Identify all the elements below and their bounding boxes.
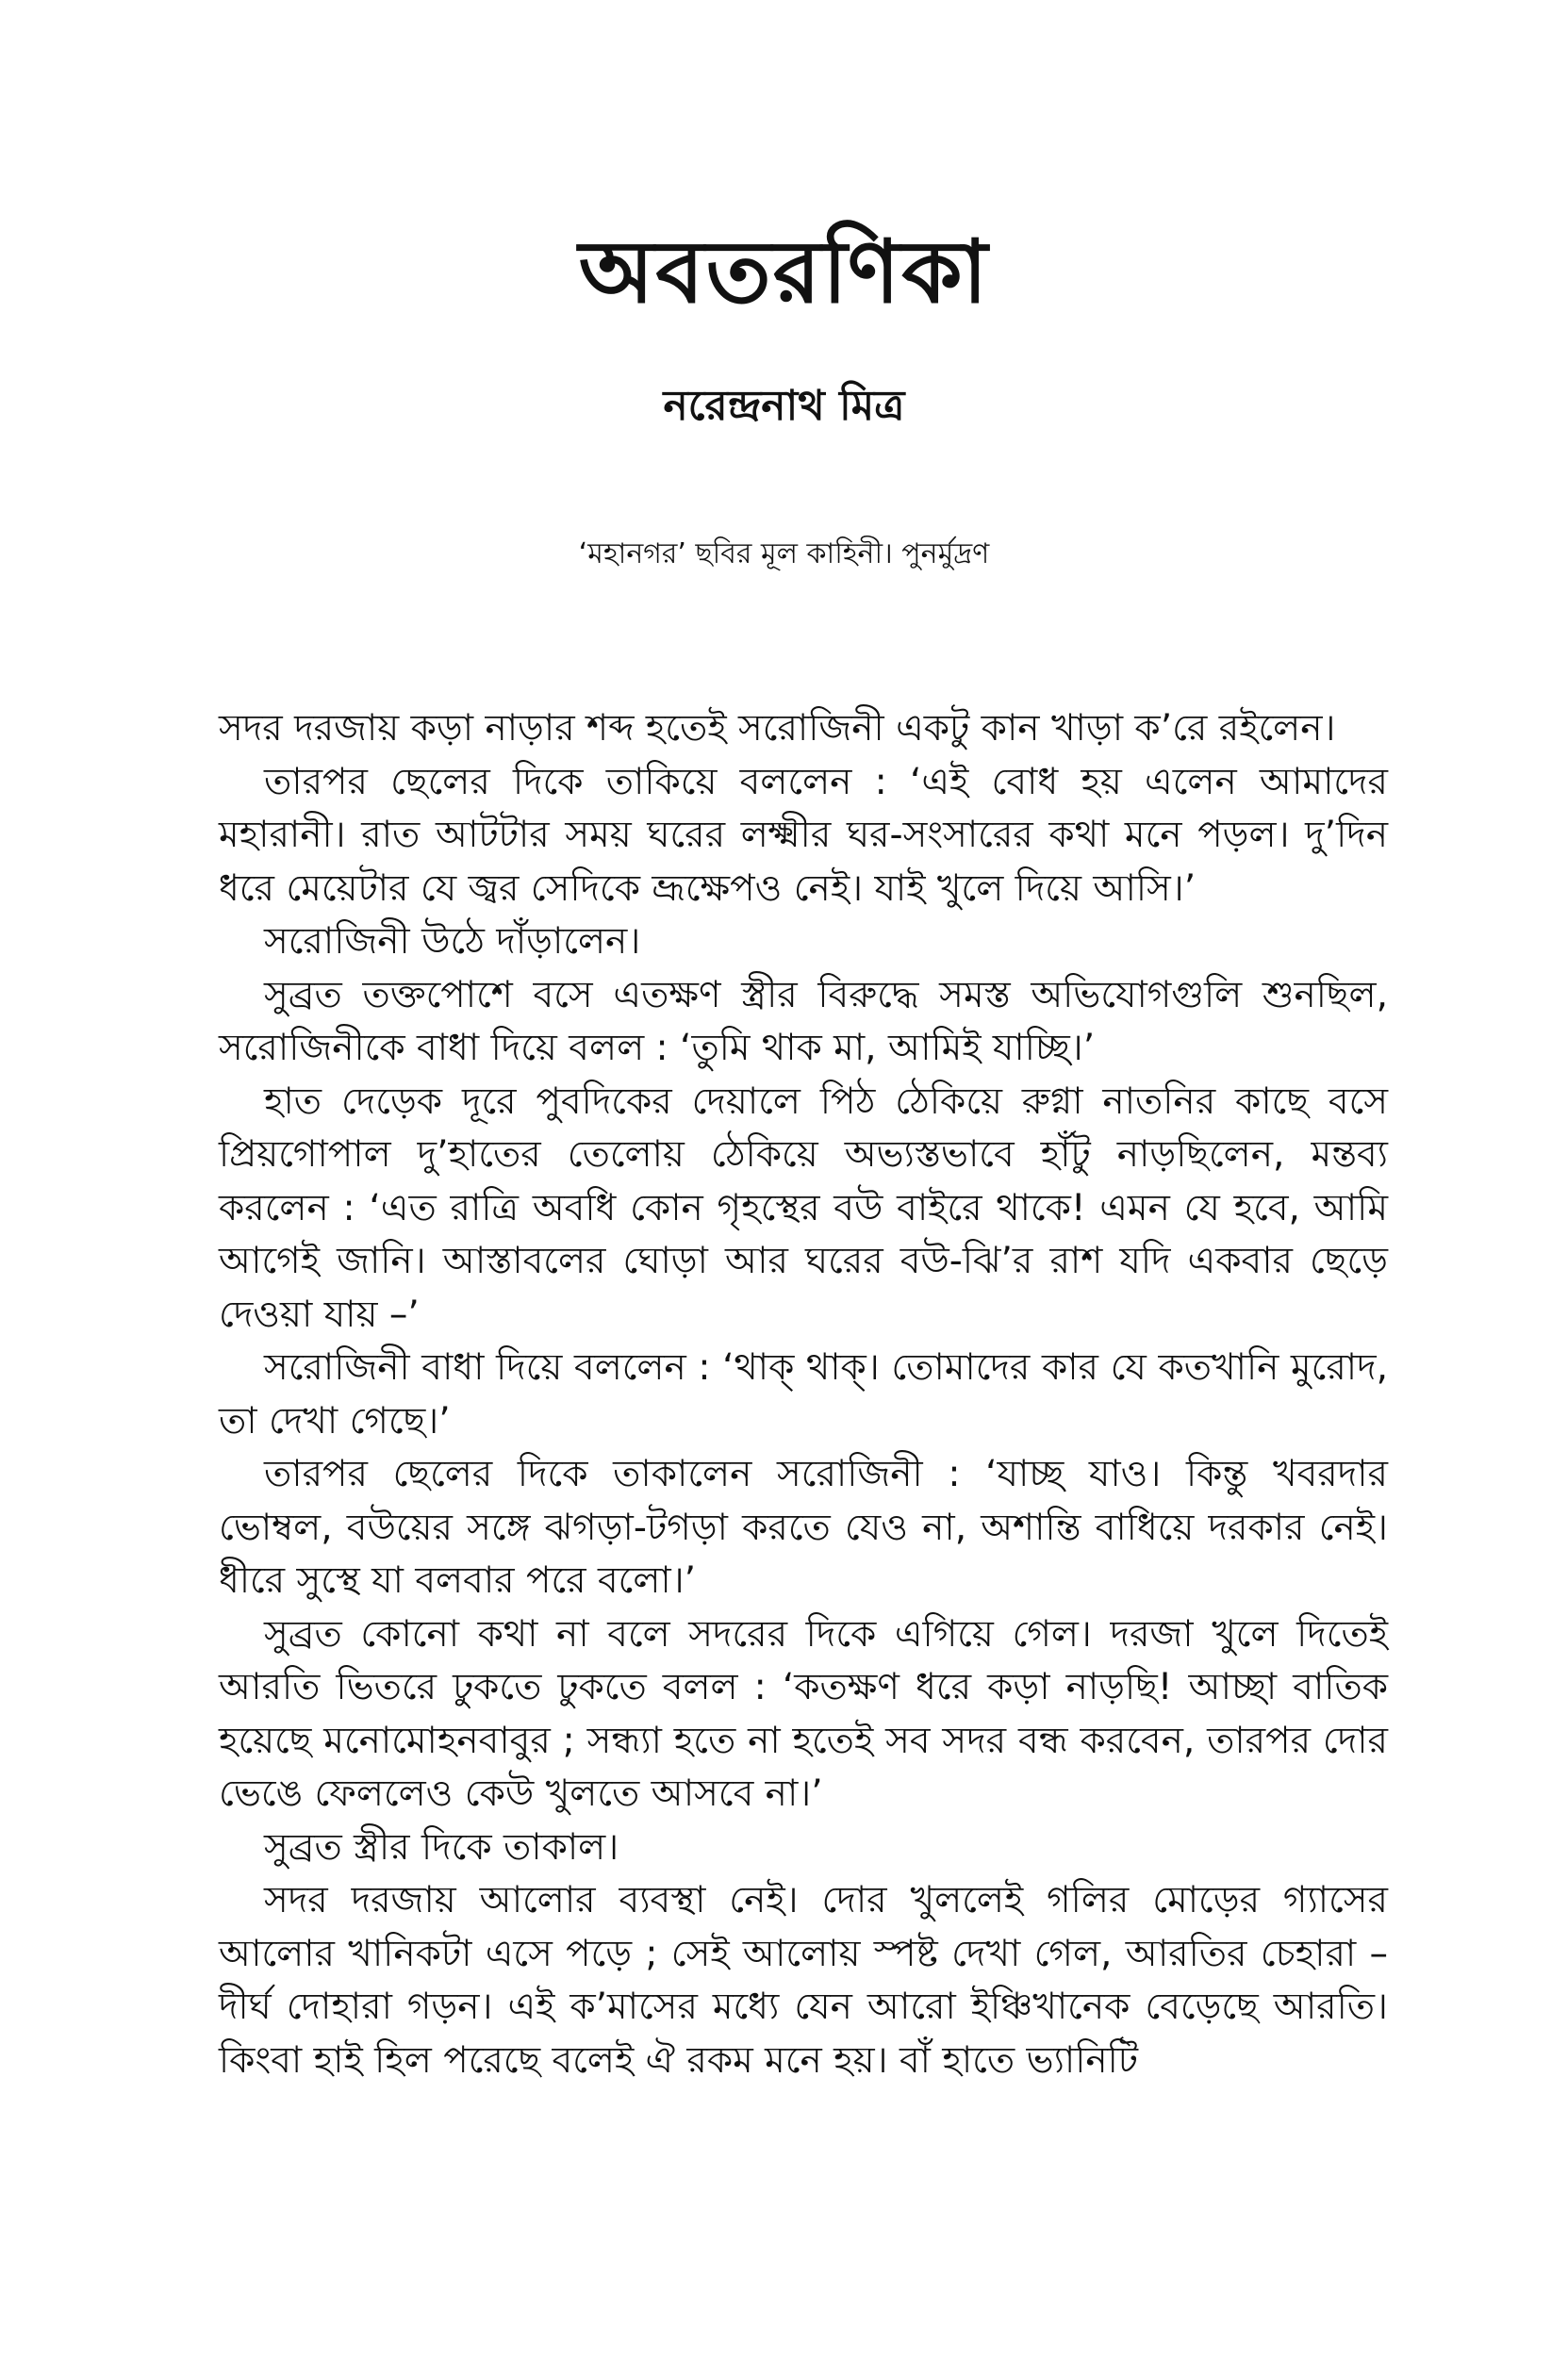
paragraph-5: হাত দেড়েক দূরে পুবদিকের দেয়ালে পিঠ ঠেকিয়ে রুগ্না নাতনির কাছে বসে প্রিয়গোপাল দু’হাতের তেলোয় ঠেকিয়ে অভ্যস্তভাবে হাঁটু নাড়ছিলেন, মন্তব্য করলেন : ‘এত রাত্রি অবধি কোন গৃহস্থের বউ বাইরে থাকে! এমন যে হবে, আমি আগেই জানি। আস্তাবলের ঘোড়া আর ঘরের বউ-ঝি’র রাশ যদি একবার ছেড়ে দেওয়া যায় –’ xyxy=(219,1080,1388,1336)
paragraph-7: তারপর ছেলের দিকে তাকালেন সরোজিনী : ‘যাচ্ছ যাও। কিন্তু খবরদার ভোম্বল, বউয়ের সঙ্গে ঝগড়া-টগড়া করতে যেও না, অশান্তি বাধিয়ে দরকার নেই। ধীরে সুস্থে যা বলবার পরে বলো।’ xyxy=(219,1453,1388,1602)
paragraph-3: সরোজিনী উঠে দাঁড়ালেন। xyxy=(264,920,641,963)
chapter-subtitle: ‘মহানগর’ ছবির মূল কাহিনী। পুনর্মুদ্রণ xyxy=(578,537,990,570)
author-name: নরেন্দ্রনাথ মিত্র xyxy=(663,382,905,430)
paragraph-6: সরোজিনী বাধা দিয়ে বললেন : ‘থাক্ থাক্। তোমাদের কার যে কতখানি মুরোদ, তা দেখা গেছে।’ xyxy=(219,1346,1388,1443)
paragraph-10: সদর দরজায় আলোর ব্যবস্থা নেই। দোর খুললেই গলির মোড়ের গ্যাসের আলোর খানিকটা এসে পড়ে ; সেই আলোয় স্পষ্ট দেখা গেল, আরতির চেহারা – দীর্ঘ দোহারা গড়ন। এই ক’মাসের মধ্যে যেন আরো ইঞ্চিখানেক বেড়েছে আরতি। কিংবা হাই হিল পরেছে বলেই ঐ রকম মনে হয়। বাঁ হাতে ভ্যানিটি xyxy=(219,1879,1388,2082)
paragraph-2: তারপর ছেলের দিকে তাকিয়ে বললেন : ‘এই বোধ হয় এলেন আমাদের মহারানী। রাত আটটার সময় ঘরের লক্ষ্মীর ঘর-সংসারের কথা মনে পড়ল। দু’দিন ধরে মেয়েটার যে জ্বর সেদিকে ভ্রূক্ষেপও নেই। যাই খুলে দিয়ে আসি।’ xyxy=(219,760,1388,910)
paragraph-4: সুব্রত তক্তপোশে বসে এতক্ষণ স্ত্রীর বিরুদ্ধে সমস্ত অভিযোগগুলি শুনছিল, সরোজিনীকে বাধা দিয়ে বলল : ‘তুমি থাক মা, আমিই যাচ্ছি।’ xyxy=(219,973,1388,1069)
paragraph-1: সদর দরজায় কড়া নাড়ার শব্দ হতেই সরোজিনী একটু কান খাড়া ক’রে রইলেন। xyxy=(219,707,1336,750)
story-body xyxy=(219,702,1388,2087)
chapter-title: অবতরণিকা xyxy=(578,222,990,322)
paragraph-8: সুব্রত কোনো কথা না বলে সদরের দিকে এগিয়ে গেল। দরজা খুলে দিতেই আরতি ভিতরে ঢুকতে ঢুকতে বলল : ‘কতক্ষণ ধরে কড়া নাড়ছি! আচ্ছা বাতিক হয়েছে মনোমোহনবাবুর ; সন্ধ্যা হতে না হতেই সব সদর বন্ধ করবেন, তারপর দোর ভেঙে ফেললেও কেউ খুলতে আসবে না।’ xyxy=(219,1612,1388,1815)
paragraph-9: সুব্রত স্ত্রীর দিকে তাকাল। xyxy=(264,1825,619,1869)
